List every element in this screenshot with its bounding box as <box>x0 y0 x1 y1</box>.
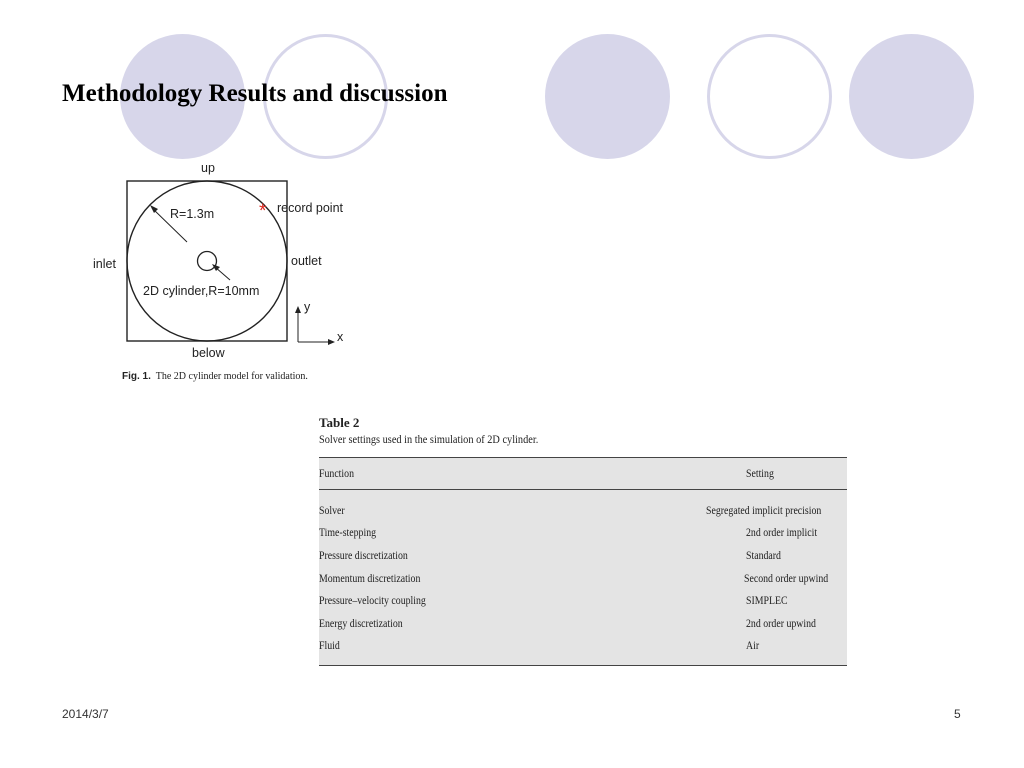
footer-date: 2014/3/7 <box>62 707 109 721</box>
table-rows <box>319 490 847 665</box>
table-description: Solver settings used in the simulation of 2D cylinder. <box>319 432 539 446</box>
table-cell-function: Fluid <box>319 638 340 653</box>
table-cell-setting: Segregated implicit precision <box>706 502 822 517</box>
table-cell-setting: 2nd order upwind <box>746 615 816 630</box>
solver-settings-table <box>319 414 847 666</box>
figure-caption <box>122 371 308 382</box>
table-cell-setting: SIMPLEC <box>746 593 788 608</box>
table-row <box>319 499 847 522</box>
table-cell-setting: Air <box>746 638 760 653</box>
table-cell-function: Pressure–velocity coupling <box>319 593 426 608</box>
label-record-point: record point <box>277 201 344 215</box>
table-row <box>319 635 847 658</box>
table-cell-function: Solver <box>319 502 345 517</box>
table-cell-setting: 2nd order implicit <box>746 525 818 540</box>
label-up: up <box>201 161 215 175</box>
x-axis-arrowhead <box>328 339 335 345</box>
label-axis-x: x <box>337 330 344 344</box>
table-row <box>319 612 847 635</box>
decor-circle-ring-2 <box>707 34 832 159</box>
table-cell-setting: Standard <box>746 547 781 562</box>
table-row <box>319 544 847 567</box>
label-below: below <box>192 346 225 360</box>
table-header-row <box>319 458 847 490</box>
table-cell-setting: Second order upwind <box>744 570 829 585</box>
figure-caption-text: The 2D cylinder model for validation. <box>155 371 308 382</box>
slide-title: Methodology Results and discussion <box>62 80 448 107</box>
figure-diagram <box>90 158 380 388</box>
table-body <box>319 457 847 666</box>
table-header-setting: Setting <box>746 466 774 480</box>
record-point-marker: * <box>259 201 267 222</box>
label-radius: R=1.3m <box>170 207 215 221</box>
table-row <box>319 567 847 590</box>
table-cell-function: Momentum discretization <box>319 570 421 585</box>
label-outlet: outlet <box>291 254 322 268</box>
cylinder-circle <box>198 252 217 271</box>
table-header-function: Function <box>319 466 354 480</box>
table-cell-function: Pressure discretization <box>319 547 408 562</box>
cylinder-model-figure <box>90 158 380 388</box>
table-cell-function: Energy discretization <box>319 615 403 630</box>
label-inlet: inlet <box>93 257 116 271</box>
table-title: Table 2 <box>319 415 360 430</box>
table-cell-function: Time-stepping <box>319 525 377 540</box>
table-row <box>319 522 847 545</box>
table-row <box>319 589 847 612</box>
decor-circle-filled-2 <box>545 34 670 159</box>
radius-arrowhead <box>150 205 158 213</box>
decor-circle-filled-3 <box>849 34 974 159</box>
label-axis-y: y <box>304 300 311 314</box>
label-cylinder: 2D cylinder,R=10mm <box>143 284 260 298</box>
page-number: 5 <box>954 707 961 721</box>
y-axis-arrowhead <box>295 306 301 313</box>
figure-caption-label: Fig. 1. <box>122 371 151 382</box>
